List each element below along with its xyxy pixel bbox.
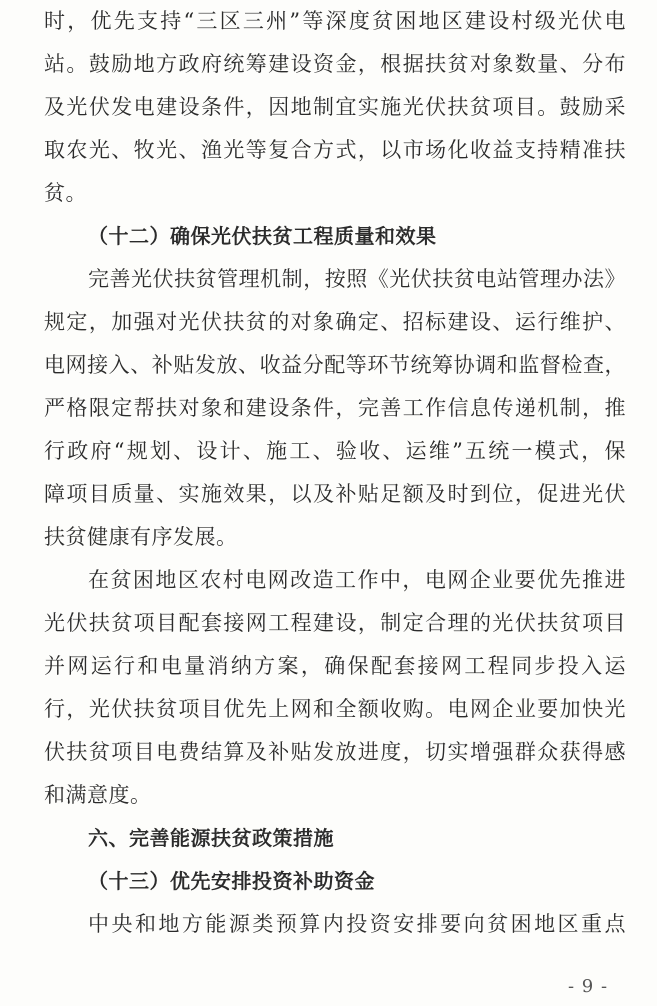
text-line: 伏扶贫项目电费结算及补贴发放进度，切实增强群众获得感 (44, 740, 626, 764)
text-line: 及光伏发电建设条件，因地制宜实施光伏扶贫项目。鼓励采 (44, 95, 626, 119)
text-line: 规定，加强对光伏扶贫的对象确定、招标建设、运行维护、 (44, 310, 626, 334)
text-line: 站。鼓励地方政府统筹建设资金，根据扶贫对象数量、分布 (44, 52, 626, 76)
section-13-heading: （十三）优先安排投资补助资金 (88, 869, 375, 893)
text-line: 障项目质量、实施效果，以及补贴足额及时到位，促进光伏 (44, 482, 626, 506)
text-line: 在贫困地区农村电网改造工作中，电网企业要优先推进 (88, 568, 626, 592)
document-body (44, 0, 626, 946)
text-line: 取农光、牧光、渔光等复合方式，以市场化收益支持精准扶 (44, 138, 626, 162)
text-line: 贫。 (44, 181, 87, 205)
section-12-heading: （十二）确保光伏扶贫工程质量和效果 (88, 224, 437, 248)
page-number: - 9 - (568, 976, 609, 997)
text-line: 光伏扶贫项目配套接网工程建设，制定合理的光伏扶贫项目 (44, 611, 626, 635)
section-6-heading: 六、完善能源扶贫政策措施 (88, 826, 334, 850)
text-line: 行，光伏扶贫项目优先上网和全额收购。电网企业要加快光 (44, 697, 626, 721)
text-line: 扶贫健康有序发展。 (44, 525, 238, 549)
text-line: 行政府“规划、设计、施工、验收、运维”五统一模式，保 (44, 439, 626, 463)
text-line: 中央和地方能源类预算内投资安排要向贫困地区重点 (88, 912, 626, 936)
text-line: 完善光伏扶贫管理机制，按照《光伏扶贫电站管理办法》 (88, 267, 626, 291)
text-line: 电网接入、补贴发放、收益分配等环节统筹协调和监督检查， (44, 353, 626, 377)
text-line: 严格限定帮扶对象和建设条件，完善工作信息传递机制，推 (44, 396, 626, 420)
text-line: 和满意度。 (44, 783, 152, 807)
text-line: 时，优先支持“三区三州”等深度贫困地区建设村级光伏电 (44, 9, 626, 33)
text-line: 并网运行和电量消纳方案，确保配套接网工程同步投入运 (44, 654, 626, 678)
